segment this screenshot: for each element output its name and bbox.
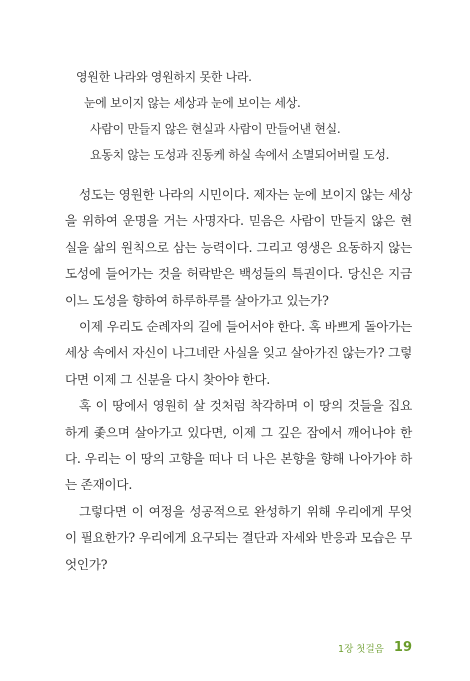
paragraph: 혹 이 땅에서 영원히 살 것처럼 착각하며 이 땅의 것들을 집요하게 좇으며 살아가고 있다면, 이제 그 깊은 잠에서 깨어나야 한다. 우리는 이 땅의 고향을 떠나 더 나은 본향을 향해 나아가야 하는 존재이다. [65,398,412,493]
verse-line: 영원한 나라와 영원하지 못한 나라. [76,70,252,84]
page-footer [338,637,412,656]
verse-line: 요동치 않는 도성과 진동케 하실 속에서 소멸되어버릴 도성. [90,148,390,162]
opening-verse [76,64,406,168]
chapter-label: 1장 첫걸음 [338,643,384,655]
page-number: 19 [393,640,412,655]
paragraph: 그렇다면 이 여정을 성공적으로 완성하기 위해 우리에게 무엇이 필요한가? 우리에게 요구되는 결단과 자세와 반응과 모습은 무엇인가? [65,503,412,572]
verse-line: 눈에 보이지 않는 세상과 눈에 보이는 세상. [84,96,301,110]
paragraph: 이제 우리도 순례자의 길에 들어서야 한다. 혹 바쁘게 돌아가는 세상 속에서 자신이 나그네란 사실을 잊고 살아가진 않는가? 그렇다면 이제 그 신분을 다시 찾아야 한다. [65,319,412,387]
paragraph: 성도는 영원한 나라의 시민이다. 제자는 눈에 보이지 않는 세상을 위하여 운명을 거는 사명자다. 믿음은 사람이 만들지 않은 현실을 삶의 원칙으로 삼는 능력이다. 그리고 영생은 요동하지 않는 도성에 들어가는 것을 허락받은 백성들의 특권이다. 당신은 지금 이느 도성을 향하여 하루하루를 살아가고 있는가? [65,187,412,308]
body-text [65,182,412,578]
verse-line: 사람이 만들지 않은 현실과 사람이 만들어낸 현실. [90,122,341,136]
